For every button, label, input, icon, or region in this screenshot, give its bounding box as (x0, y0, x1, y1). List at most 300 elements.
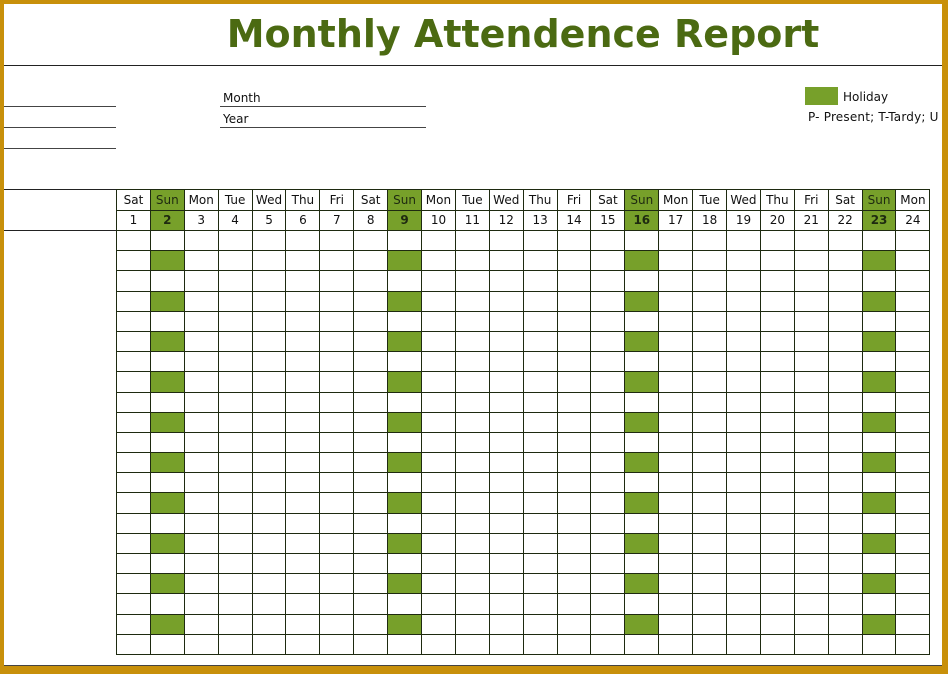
holiday-cell[interactable] (388, 251, 422, 271)
attendance-cell[interactable] (591, 372, 625, 392)
attendance-cell[interactable] (354, 412, 388, 432)
attendance-cell[interactable] (760, 432, 794, 452)
attendance-cell[interactable] (659, 453, 693, 473)
attendance-cell[interactable] (523, 392, 557, 412)
attendance-cell[interactable] (320, 352, 354, 372)
attendance-cell[interactable] (320, 473, 354, 493)
attendance-cell[interactable] (896, 554, 930, 574)
attendance-cell[interactable] (354, 231, 388, 251)
attendance-cell[interactable] (659, 513, 693, 533)
attendance-cell[interactable] (354, 453, 388, 473)
holiday-cell[interactable] (388, 533, 422, 553)
attendance-cell[interactable] (896, 533, 930, 553)
attendance-cell[interactable] (422, 231, 456, 251)
attendance-cell[interactable] (117, 473, 151, 493)
attendance-cell[interactable] (422, 392, 456, 412)
attendance-cell[interactable] (591, 574, 625, 594)
attendance-cell[interactable] (828, 473, 862, 493)
attendance-cell[interactable] (150, 392, 184, 412)
attendance-cell[interactable] (727, 412, 761, 432)
attendance-cell[interactable] (659, 311, 693, 331)
attendance-cell[interactable] (896, 311, 930, 331)
attendance-cell[interactable] (184, 412, 218, 432)
holiday-cell[interactable] (388, 574, 422, 594)
attendance-cell[interactable] (252, 251, 286, 271)
attendance-cell[interactable] (320, 372, 354, 392)
attendance-cell[interactable] (320, 251, 354, 271)
attendance-cell[interactable] (557, 594, 591, 614)
attendance-cell[interactable] (320, 453, 354, 473)
attendance-cell[interactable] (150, 231, 184, 251)
attendance-cell[interactable] (659, 412, 693, 432)
attendance-cell[interactable] (727, 554, 761, 574)
attendance-cell[interactable] (489, 513, 523, 533)
attendance-cell[interactable] (489, 554, 523, 574)
attendance-cell[interactable] (218, 271, 252, 291)
attendance-cell[interactable] (828, 533, 862, 553)
attendance-cell[interactable] (117, 311, 151, 331)
attendance-cell[interactable] (557, 574, 591, 594)
attendance-cell[interactable] (286, 493, 320, 513)
attendance-cell[interactable] (117, 554, 151, 574)
attendance-cell[interactable] (625, 594, 659, 614)
attendance-cell[interactable] (760, 271, 794, 291)
attendance-cell[interactable] (422, 291, 456, 311)
attendance-cell[interactable] (523, 513, 557, 533)
attendance-cell[interactable] (557, 311, 591, 331)
attendance-cell[interactable] (117, 352, 151, 372)
attendance-cell[interactable] (286, 594, 320, 614)
attendance-cell[interactable] (184, 614, 218, 634)
attendance-cell[interactable] (828, 372, 862, 392)
attendance-cell[interactable] (693, 554, 727, 574)
attendance-cell[interactable] (828, 251, 862, 271)
attendance-cell[interactable] (896, 473, 930, 493)
attendance-cell[interactable] (727, 231, 761, 251)
attendance-cell[interactable] (760, 554, 794, 574)
attendance-cell[interactable] (117, 251, 151, 271)
attendance-cell[interactable] (794, 493, 828, 513)
attendance-cell[interactable] (286, 614, 320, 634)
attendance-cell[interactable] (286, 554, 320, 574)
attendance-cell[interactable] (896, 614, 930, 634)
attendance-cell[interactable] (727, 493, 761, 513)
attendance-cell[interactable] (523, 271, 557, 291)
attendance-cell[interactable] (388, 594, 422, 614)
attendance-cell[interactable] (218, 614, 252, 634)
attendance-cell[interactable] (286, 574, 320, 594)
attendance-cell[interactable] (184, 533, 218, 553)
attendance-cell[interactable] (150, 311, 184, 331)
attendance-cell[interactable] (591, 331, 625, 351)
attendance-cell[interactable] (320, 311, 354, 331)
holiday-cell[interactable] (625, 412, 659, 432)
attendance-cell[interactable] (422, 271, 456, 291)
attendance-cell[interactable] (523, 614, 557, 634)
attendance-cell[interactable] (523, 432, 557, 452)
attendance-cell[interactable] (489, 231, 523, 251)
attendance-cell[interactable] (896, 392, 930, 412)
attendance-cell[interactable] (252, 311, 286, 331)
holiday-cell[interactable] (625, 372, 659, 392)
attendance-cell[interactable] (422, 614, 456, 634)
attendance-cell[interactable] (693, 231, 727, 251)
attendance-cell[interactable] (862, 594, 896, 614)
attendance-cell[interactable] (727, 473, 761, 493)
attendance-cell[interactable] (218, 251, 252, 271)
attendance-cell[interactable] (117, 453, 151, 473)
attendance-cell[interactable] (862, 634, 896, 654)
attendance-cell[interactable] (693, 594, 727, 614)
attendance-cell[interactable] (117, 372, 151, 392)
attendance-cell[interactable] (591, 352, 625, 372)
attendance-cell[interactable] (455, 432, 489, 452)
holiday-cell[interactable] (150, 331, 184, 351)
holiday-cell[interactable] (862, 574, 896, 594)
attendance-cell[interactable] (455, 634, 489, 654)
holiday-cell[interactable] (150, 574, 184, 594)
attendance-cell[interactable] (693, 533, 727, 553)
attendance-cell[interactable] (794, 634, 828, 654)
holiday-cell[interactable] (862, 493, 896, 513)
attendance-cell[interactable] (760, 614, 794, 634)
attendance-cell[interactable] (557, 331, 591, 351)
attendance-cell[interactable] (591, 493, 625, 513)
attendance-cell[interactable] (117, 231, 151, 251)
attendance-cell[interactable] (455, 352, 489, 372)
holiday-cell[interactable] (625, 493, 659, 513)
attendance-cell[interactable] (693, 311, 727, 331)
attendance-cell[interactable] (760, 372, 794, 392)
attendance-cell[interactable] (557, 533, 591, 553)
attendance-cell[interactable] (184, 392, 218, 412)
attendance-cell[interactable] (896, 513, 930, 533)
attendance-cell[interactable] (252, 231, 286, 251)
attendance-cell[interactable] (828, 352, 862, 372)
attendance-cell[interactable] (862, 473, 896, 493)
holiday-cell[interactable] (862, 291, 896, 311)
holiday-cell[interactable] (388, 291, 422, 311)
attendance-cell[interactable] (422, 251, 456, 271)
attendance-cell[interactable] (862, 432, 896, 452)
attendance-cell[interactable] (625, 473, 659, 493)
attendance-cell[interactable] (354, 533, 388, 553)
attendance-cell[interactable] (693, 331, 727, 351)
attendance-cell[interactable] (727, 251, 761, 271)
attendance-cell[interactable] (523, 291, 557, 311)
attendance-cell[interactable] (794, 473, 828, 493)
attendance-cell[interactable] (659, 352, 693, 372)
attendance-cell[interactable] (591, 473, 625, 493)
attendance-cell[interactable] (794, 594, 828, 614)
attendance-cell[interactable] (252, 372, 286, 392)
attendance-cell[interactable] (896, 594, 930, 614)
attendance-cell[interactable] (286, 412, 320, 432)
attendance-cell[interactable] (320, 412, 354, 432)
attendance-cell[interactable] (794, 352, 828, 372)
holiday-cell[interactable] (625, 251, 659, 271)
holiday-cell[interactable] (625, 331, 659, 351)
holiday-cell[interactable] (150, 372, 184, 392)
attendance-cell[interactable] (184, 634, 218, 654)
attendance-cell[interactable] (320, 594, 354, 614)
attendance-cell[interactable] (218, 533, 252, 553)
attendance-cell[interactable] (557, 392, 591, 412)
attendance-cell[interactable] (727, 352, 761, 372)
attendance-cell[interactable] (828, 412, 862, 432)
attendance-cell[interactable] (760, 513, 794, 533)
attendance-cell[interactable] (693, 453, 727, 473)
attendance-cell[interactable] (489, 251, 523, 271)
attendance-cell[interactable] (727, 513, 761, 533)
holiday-cell[interactable] (150, 533, 184, 553)
attendance-cell[interactable] (896, 231, 930, 251)
attendance-cell[interactable] (388, 513, 422, 533)
attendance-cell[interactable] (862, 271, 896, 291)
attendance-cell[interactable] (252, 493, 286, 513)
attendance-cell[interactable] (794, 453, 828, 473)
attendance-cell[interactable] (862, 513, 896, 533)
holiday-cell[interactable] (388, 372, 422, 392)
attendance-cell[interactable] (489, 634, 523, 654)
holiday-cell[interactable] (150, 453, 184, 473)
attendance-cell[interactable] (455, 554, 489, 574)
attendance-cell[interactable] (286, 392, 320, 412)
holiday-cell[interactable] (625, 291, 659, 311)
attendance-cell[interactable] (286, 352, 320, 372)
attendance-cell[interactable] (252, 594, 286, 614)
attendance-cell[interactable] (794, 331, 828, 351)
attendance-cell[interactable] (659, 493, 693, 513)
attendance-cell[interactable] (794, 251, 828, 271)
attendance-cell[interactable] (693, 372, 727, 392)
attendance-cell[interactable] (557, 473, 591, 493)
attendance-cell[interactable] (557, 634, 591, 654)
attendance-cell[interactable] (828, 311, 862, 331)
attendance-cell[interactable] (252, 432, 286, 452)
attendance-cell[interactable] (117, 634, 151, 654)
attendance-cell[interactable] (455, 513, 489, 533)
attendance-cell[interactable] (354, 372, 388, 392)
attendance-cell[interactable] (693, 473, 727, 493)
attendance-cell[interactable] (862, 231, 896, 251)
attendance-cell[interactable] (184, 453, 218, 473)
attendance-cell[interactable] (591, 392, 625, 412)
attendance-cell[interactable] (523, 251, 557, 271)
attendance-cell[interactable] (150, 473, 184, 493)
attendance-cell[interactable] (286, 453, 320, 473)
attendance-cell[interactable] (422, 432, 456, 452)
info-line-1[interactable] (4, 106, 116, 107)
attendance-cell[interactable] (659, 331, 693, 351)
attendance-cell[interactable] (523, 473, 557, 493)
attendance-cell[interactable] (388, 311, 422, 331)
attendance-cell[interactable] (218, 291, 252, 311)
attendance-cell[interactable] (828, 291, 862, 311)
attendance-cell[interactable] (184, 574, 218, 594)
attendance-cell[interactable] (659, 392, 693, 412)
attendance-cell[interactable] (354, 291, 388, 311)
attendance-cell[interactable] (760, 331, 794, 351)
holiday-cell[interactable] (388, 614, 422, 634)
attendance-cell[interactable] (422, 473, 456, 493)
attendance-cell[interactable] (828, 634, 862, 654)
holiday-cell[interactable] (388, 331, 422, 351)
attendance-cell[interactable] (422, 331, 456, 351)
attendance-cell[interactable] (286, 331, 320, 351)
attendance-cell[interactable] (184, 251, 218, 271)
attendance-cell[interactable] (557, 493, 591, 513)
info-line-2[interactable] (4, 127, 116, 128)
attendance-cell[interactable] (828, 554, 862, 574)
attendance-cell[interactable] (727, 634, 761, 654)
attendance-cell[interactable] (862, 352, 896, 372)
attendance-cell[interactable] (422, 594, 456, 614)
attendance-cell[interactable] (489, 291, 523, 311)
attendance-cell[interactable] (422, 634, 456, 654)
attendance-cell[interactable] (557, 372, 591, 392)
attendance-cell[interactable] (252, 453, 286, 473)
attendance-cell[interactable] (218, 231, 252, 251)
attendance-cell[interactable] (727, 372, 761, 392)
holiday-cell[interactable] (388, 453, 422, 473)
attendance-cell[interactable] (828, 614, 862, 634)
attendance-cell[interactable] (489, 311, 523, 331)
attendance-cell[interactable] (659, 251, 693, 271)
attendance-cell[interactable] (320, 634, 354, 654)
year-field[interactable] (220, 107, 426, 128)
attendance-cell[interactable] (760, 594, 794, 614)
attendance-cell[interactable] (489, 594, 523, 614)
attendance-cell[interactable] (184, 473, 218, 493)
attendance-cell[interactable] (828, 271, 862, 291)
attendance-cell[interactable] (422, 554, 456, 574)
attendance-cell[interactable] (828, 432, 862, 452)
attendance-cell[interactable] (896, 251, 930, 271)
attendance-cell[interactable] (422, 493, 456, 513)
attendance-cell[interactable] (523, 412, 557, 432)
holiday-cell[interactable] (625, 574, 659, 594)
attendance-cell[interactable] (320, 331, 354, 351)
attendance-cell[interactable] (422, 513, 456, 533)
attendance-cell[interactable] (218, 412, 252, 432)
attendance-cell[interactable] (184, 554, 218, 574)
attendance-cell[interactable] (727, 432, 761, 452)
attendance-cell[interactable] (218, 352, 252, 372)
attendance-cell[interactable] (591, 432, 625, 452)
attendance-cell[interactable] (320, 533, 354, 553)
attendance-cell[interactable] (422, 412, 456, 432)
attendance-cell[interactable] (896, 412, 930, 432)
attendance-cell[interactable] (354, 493, 388, 513)
holiday-cell[interactable] (150, 493, 184, 513)
attendance-cell[interactable] (693, 614, 727, 634)
attendance-cell[interactable] (455, 493, 489, 513)
attendance-cell[interactable] (354, 574, 388, 594)
month-field[interactable] (220, 86, 426, 107)
attendance-cell[interactable] (184, 231, 218, 251)
attendance-cell[interactable] (388, 392, 422, 412)
attendance-cell[interactable] (794, 533, 828, 553)
attendance-cell[interactable] (523, 594, 557, 614)
attendance-cell[interactable] (422, 453, 456, 473)
attendance-cell[interactable] (760, 352, 794, 372)
attendance-cell[interactable] (388, 271, 422, 291)
attendance-cell[interactable] (117, 291, 151, 311)
attendance-cell[interactable] (388, 473, 422, 493)
attendance-cell[interactable] (896, 372, 930, 392)
attendance-cell[interactable] (557, 554, 591, 574)
attendance-cell[interactable] (557, 614, 591, 634)
attendance-cell[interactable] (489, 412, 523, 432)
holiday-cell[interactable] (150, 251, 184, 271)
attendance-cell[interactable] (286, 634, 320, 654)
attendance-cell[interactable] (523, 331, 557, 351)
info-line-3[interactable] (4, 148, 116, 149)
attendance-cell[interactable] (320, 493, 354, 513)
attendance-cell[interactable] (354, 473, 388, 493)
attendance-cell[interactable] (828, 574, 862, 594)
attendance-cell[interactable] (286, 271, 320, 291)
attendance-cell[interactable] (625, 392, 659, 412)
attendance-cell[interactable] (422, 311, 456, 331)
attendance-cell[interactable] (693, 634, 727, 654)
attendance-cell[interactable] (320, 291, 354, 311)
attendance-cell[interactable] (218, 594, 252, 614)
attendance-cell[interactable] (455, 311, 489, 331)
attendance-cell[interactable] (760, 533, 794, 553)
attendance-cell[interactable] (117, 533, 151, 553)
attendance-cell[interactable] (896, 352, 930, 372)
attendance-cell[interactable] (591, 412, 625, 432)
attendance-cell[interactable] (150, 432, 184, 452)
holiday-cell[interactable] (862, 614, 896, 634)
attendance-cell[interactable] (591, 554, 625, 574)
attendance-cell[interactable] (489, 331, 523, 351)
attendance-cell[interactable] (760, 311, 794, 331)
attendance-cell[interactable] (659, 372, 693, 392)
attendance-cell[interactable] (455, 392, 489, 412)
attendance-cell[interactable] (794, 271, 828, 291)
attendance-cell[interactable] (523, 554, 557, 574)
attendance-cell[interactable] (388, 352, 422, 372)
attendance-cell[interactable] (455, 473, 489, 493)
attendance-cell[interactable] (252, 574, 286, 594)
attendance-cell[interactable] (523, 574, 557, 594)
attendance-cell[interactable] (693, 432, 727, 452)
holiday-cell[interactable] (150, 614, 184, 634)
attendance-cell[interactable] (184, 311, 218, 331)
attendance-cell[interactable] (388, 231, 422, 251)
attendance-cell[interactable] (489, 493, 523, 513)
attendance-cell[interactable] (286, 291, 320, 311)
attendance-cell[interactable] (252, 473, 286, 493)
attendance-cell[interactable] (557, 513, 591, 533)
attendance-cell[interactable] (455, 291, 489, 311)
attendance-cell[interactable] (252, 291, 286, 311)
attendance-cell[interactable] (896, 634, 930, 654)
attendance-cell[interactable] (489, 453, 523, 473)
holiday-cell[interactable] (150, 412, 184, 432)
attendance-cell[interactable] (794, 554, 828, 574)
attendance-cell[interactable] (523, 493, 557, 513)
attendance-cell[interactable] (693, 271, 727, 291)
attendance-cell[interactable] (659, 574, 693, 594)
attendance-cell[interactable] (184, 291, 218, 311)
attendance-cell[interactable] (455, 331, 489, 351)
holiday-cell[interactable] (150, 291, 184, 311)
attendance-cell[interactable] (896, 453, 930, 473)
